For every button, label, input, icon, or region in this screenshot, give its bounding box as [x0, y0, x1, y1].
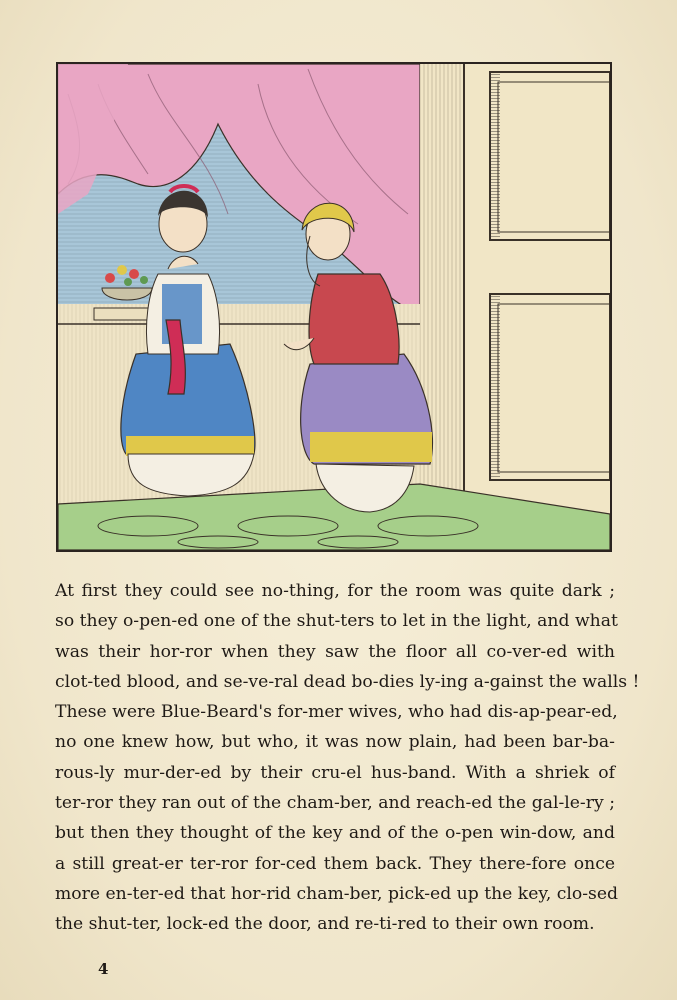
- text-line: but then they thought of the key and of the o-pen win-dow, and: [55, 823, 615, 844]
- text-line: ter-ror they ran out of the cham-ber, and reach-ed the gal-le-ry ;: [55, 793, 615, 814]
- text-line: At first they could see no-thing, for the room was quite dark ;: [55, 581, 615, 601]
- illustration-art: [58, 64, 610, 550]
- text-line: These were Blue-Beard's for-mer wives, who had dis-ap-pear-ed,: [55, 702, 618, 723]
- text-line: a still great-er ter-ror for-ced them back. They there-fore once: [55, 853, 615, 874]
- text-line: so they o-pen-ed one of the shut-ters to let in the light, and what: [55, 611, 618, 632]
- hand-colored-engraving: [56, 62, 612, 552]
- text-line: no one knew how, but who, it was now plain, had been bar-ba-: [55, 732, 615, 753]
- page-number: 4: [98, 960, 109, 978]
- text-line: clot-ted blood, and se-ve-ral dead bo-dies ly-ing a-gainst the walls !: [55, 671, 640, 692]
- text-line: more en-ter-ed that hor-rid cham-ber, pick-ed up the key, clo-sed: [55, 883, 619, 904]
- story-paragraph: [55, 576, 640, 940]
- text-line: was their hor-ror when they saw the floor all co-ver-ed with: [55, 641, 615, 662]
- text-line: the shut-ter, lock-ed the door, and re-ti-red to their own room.: [55, 914, 595, 935]
- open-door: [464, 64, 610, 550]
- text-line: rous-ly mur-der-ed by their cru-el hus-band. With a shriek of: [55, 762, 615, 783]
